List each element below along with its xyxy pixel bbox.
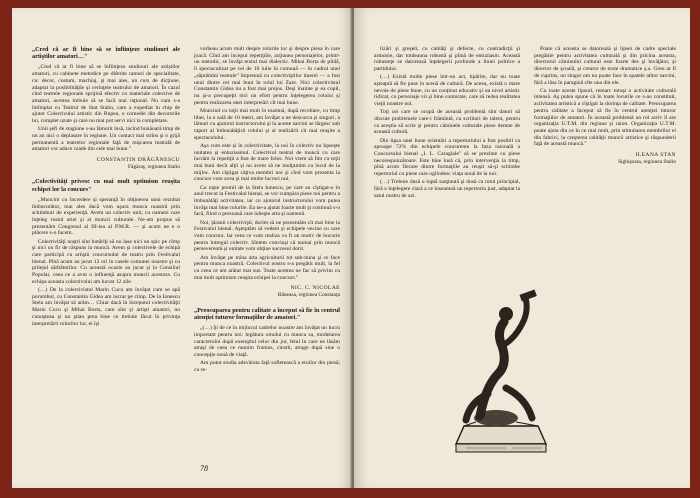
- paragraph: (…) Trebuie dusă o luptă susţinută şi dusă cu totul principial, fără o înţelegere clară a ce înseamnă un repertoriu just, adaptat la satul nostru de azi.: [374, 179, 520, 199]
- paragraph: Din lipsa unei bune orientări a repertoriului a fost posibil ca aproape 72% din echipele concurente la faza raională a Concursului bienal „I. L. Caragiale" să se prezinte cu piese necorespunzătoare. Este bine însă că, prin intervenţia la timp, pînă acum fiecare dintre formaţiile au reuşit să-şi schimbe repertoriul cu piese care oglindesc viaţa nouă de la noi.: [374, 137, 520, 178]
- signature: CONSTANTIN DRĂGĂNESCU: [96, 157, 180, 164]
- paragraph: Am putut studia adevărata faţă sufletească a eroilor din piesă; cu re-: [194, 360, 340, 373]
- left-column-1: [32, 46, 180, 329]
- paragraph: „Muncim cu încredere şi speranţă în obţinerea unui rezultat îmbucurător, mai ales dacă vom uşura munca noastră prin schimburi de experienţă. Avem un colectiv unit, cu oameni care înţeleg rostul artei şi al muncii culturale. Ne-am propus să prezentăm Congresul al III-lea al P.M.R. — şi acum ne e o plăcere s-o facem.: [32, 196, 180, 237]
- paragraph: Aşa cum este şi în colectivitate, la noi în colectiv nu lipseşte unitatea şi entuziasmul. Colectivul teatral de muncă cu care lucrăm la repetiţii a fost de mare folos. Noi vrem să fim cu toţii mai buni decît alţii şi nu avem să ne mulţumim cu locul de la mijloc. Am cîştigat câţiva membri noi şi cînd vom prezenta la concurs vom avea şi mai multe lucruri noi.: [194, 142, 340, 183]
- paragraph: „Cred că ar fi bine să se înfiinţeze studiouri ale artiştilor amatori, cu cabinete metodice pe diferite ramuri de specialitate, cu: decor, costum, machiaj, şi mai ales, un curs de dicţiune, adaptat la posibilităţile şi cerinţele teatrului de amatori. În cazul cînd teatrele regionale sprijină efectiv cu materiale colective de amatori, acestea trebuie să se facă mai raţional. Nu cum s-a întîmplat cu Teatrul de Stat Stalin, care a expediat în chip de ajutor Colectivului artistic din Rupea, o comedie din decorurile lui, complet uzate şi care nu mai pot servi nici la completare.: [32, 64, 180, 125]
- paragraph: Poate că aceasta se datorează şi lipsei de cadre speciale pregătite pentru activitatea culturală şi din pricina aceasta, directorul căminului cultural este foarte des şi învăţător, şi director de şcoală, şi creator de texte dramatice ş.a. Greu ar fi de cuprins, un singur om nu poate face în spatele atîtor sarcini, fără a lăsa în paragină cîte una din ele.: [534, 46, 676, 86]
- signature-location: Sighişoara, regiunea Stalin: [618, 158, 676, 165]
- paragraph: Cu toate aceste lipsuri, remarc totuşi o activitate culturală intensă. Aş putea spune că în toate locurile ce s-au constituit, activitatea artistică a cîştigat la dorinţa de calitate. Preocuparea pentru calitate a început să fie în centrul atenţiei tuturor formaţiilor de amatori. În această problemă un rol activ îl are organizaţia U.T.M. din regiune şi raion. Organizaţia U.T.M. poate ajuta din ce în ce mai mult, prin stimularea membrilor ei din fabrici, la creşterea calităţii muncii artistice şi răspunderii faţă de această muncă.": [534, 87, 676, 148]
- paragraph: Unii şefi de stagiune s-au lămurit însă, tacînd bunăoară timp de un an nici o deplasare în regiune. Un contact mai strîns şi o grijă permanentă a teatrelor regionale faţă de mişcarea teatrală de amatori vor aduce roade din cele mai bune.": [32, 126, 180, 153]
- left-page: [12, 8, 352, 488]
- right-column-2: [534, 46, 676, 173]
- signature-location: Băneasa, regiunea Constanţa: [277, 292, 340, 299]
- paragraph: Colectivităţi noştri sînt hotărîţi să nu lase nici un spic pe cîmp şi nici un fir de răspuns la muncă. Avem şi colectivele de echipă care participă cu artiştii concursului de teatru prin Festivalul bienal. Pînă acum au jucat 12 ori în casele comunei noastre şi cu prilejul sărbătorilor. Cu această ocazie au jucat şi la Consiliul Popular, ceea ce a avut o influenţă asupra muncii acestora. Cu echipa aceasta colectivului am lucrat 12 zile.: [32, 238, 180, 285]
- heading: „Preocuparea pentru calitate a început să fie în centrul atenţiei tuturor formaţiilor de amatori.": [194, 306, 340, 322]
- signature-location: Făgăraş, regiunea Stalin: [128, 163, 180, 170]
- left-column-2: [194, 46, 340, 375]
- paragraph: lizări şi greşeli, cu calităţi şi defecte, cu contradicţii şi armonie, dar totdeauna robustă şi plină de entuziasm. Această robusteţe se datorează înţelegerii profunde a liniei politice a partidului.: [374, 46, 520, 73]
- paragraph: (…) Există multe piese într-un act, tipărite, dar nu toate aşteaptă să fie puse în scenă de cultură. De aceea, există o mare nevoie de piese bune, cu un conţinut educativ şi un nivel artistic ridicat, cu personaje vii şi bine conturate, care să redea realitatea vieţii noastre noi.: [374, 74, 520, 108]
- heading: „Colectivităţi privesc cu mai mult optimism reuşita echipei lor la concurs": [32, 178, 180, 193]
- signature: ILEANA STAN: [635, 152, 676, 159]
- page-number: 78: [200, 464, 208, 473]
- right-page: [354, 8, 690, 488]
- paragraph: Am învăţat pe mîna arta agriculturii tot sub-mina şi ce face pentru munca noastră. Colectivul nostru s-a pregătit mult, la fel cu ceea ce am arătat mai sus. Toate acestea ne fac să privim cu mai mult optimism reuşita echipei la concurs.": [194, 254, 340, 281]
- paragraph: (…) De la colectivistul Marin Cucu am învăţat cum se apă porumbul, cu Constantin Gidea am lucrat pe cîmp. De la Ionescu Stela am învăţat să arăm… Chiar dacă în începutul colectivităţii Marin Cucu şi Mihai Borta, care sînt şi artişti amatori, nu cunoşteau şi nu ştiau prea bine ce trebuie făcut în privinţa interpretării rolurilor lor, ei îşi: [32, 287, 180, 327]
- paragraph: Noi, ţăranii colectivişti, dorim să ne prezentăm cît mai bine la Festivalul bienal. Aşteptăm să vedem şi echipele vecine cu care vom concura. Iar ceea ce vom realiza va fi un motiv de bucurie pentru întregul colectiv. Sîntem convinşi că numai prin muncă perseverentă şi unitate vom obţine succesul dorit.: [194, 219, 340, 253]
- paragraph: Muncind cu toţii mai mult în toamnă, după recoltare, cu timp liber, la o sală de 10 metri, am învăţat a ne descurca şi singuri, a lămuri cu ajutorul instructorului şi la aceste sarcini se lărgesc sub raport al îmbunătăţirii rolului şi al realizării cît mai reuşite a spectacolului.: [194, 107, 340, 141]
- signature: NIC. C. NICOLAE: [290, 285, 340, 292]
- sculpture-illustration: [446, 276, 556, 466]
- paragraph: Cu nişte premii de la Stela Ionescu, pe care au cîştigat-o în anul trecut la Festivalul bienal, se vor cumpăra piese noi pentru a îmbunătăţi activitatea, iar cu ajutorul instructorului vom putea învăţa mai bine rolurile. Ea ne-a ajutat foarte mult şi continuă s-o facă, fiind o persoană care iubeşte arta şi oamenii.: [194, 184, 341, 218]
- paragraph: vorbeau acum mult despre rolurile lor şi despre piesa în care joacă. Cînd am început repetiţiile, acţiunea personajelor, printr-un metodic, se învăţa textul mai dialectic. Mihai Borta de pildă, îi spectaculizat pe cei de 10 iulie în comună — în cadrul unei „săptămîni teatrale" împreună cu colectiviştilor tinerei — a fost unul dintre cei mai buni în rolul lui Zare. Nici colectivistul Constantin Gidea nu a fost mai prejos. Deşi înainte şi ea copil, nu şi-a precupeţit nici un efort pentru înţelegerea rolului şi pentru realizarea unei interpretări cît mai bune.: [194, 46, 340, 106]
- paragraph: Toţi cei care se ocupă de această problemă sînt datori să discute problemele care-i frămîntă, cu scriitori de talent, pentru ca aceştia să scrie şi pentru căminele culturale piese demne de această cultură.: [374, 109, 520, 136]
- heading: „Cred că ar fi bine să se înfiinţeze studiouri ale artiştilor amatori…": [32, 46, 180, 61]
- paragraph: „(…) Şi de ce în mijlocul cadrelor noastre am învăţat un lucru important pentru noi: legătura omului cu munca sa, modelarea caracterului după exemplul celor din jur, felul în care ne lăsăm atraşi de ceea ce numim frumos, cinstit, atrage după sine o concepţie nouă de viaţă.: [194, 325, 340, 359]
- right-column-1: [374, 46, 520, 201]
